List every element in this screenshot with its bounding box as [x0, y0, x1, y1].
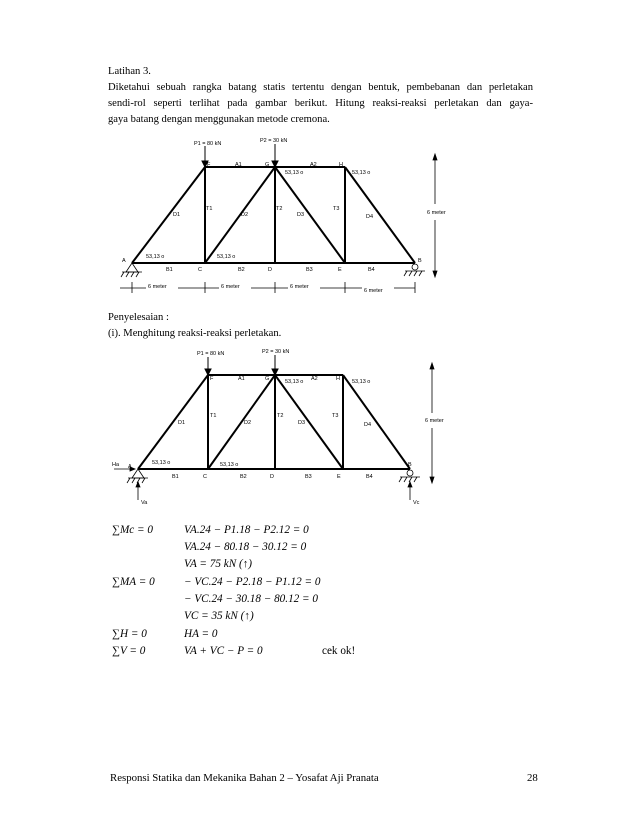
equation-7-lhs: ∑H = 0 [112, 628, 147, 640]
node-e-2: E [337, 474, 341, 480]
node-c: C [198, 267, 202, 273]
equation-1-lhs: ∑Mc = 0 [112, 524, 153, 536]
node-e: E [338, 267, 342, 273]
node-c-2: C [203, 474, 207, 480]
node-f: F [207, 162, 211, 168]
equation-4-rhs: − VC.24 − P2.18 − P1.12 = 0 [184, 576, 321, 588]
member-t1-2: T1 [210, 413, 217, 419]
equation-8-rhs: VA + VC − P = 0 [184, 645, 263, 657]
span-1-label: 6 meter [148, 284, 167, 290]
member-d2: D2 [241, 212, 249, 218]
member-a1: A1 [235, 162, 242, 168]
node-g-2: G [265, 376, 270, 382]
height-label: 6 meter [427, 210, 446, 216]
angle-label-a-2: 53,13 o [152, 460, 171, 466]
node-a-2: A [128, 464, 132, 470]
load-p1-label-2: P1 = 80 kN [197, 351, 225, 357]
member-a1-2: A1 [238, 376, 245, 382]
node-d-2: D [270, 474, 274, 480]
intro-line-1: Diketahui sebuah rangka batang statis tertentu dengan bentuk, pembebanan dan perletakan [108, 82, 533, 93]
member-b2-2: B2 [240, 474, 247, 480]
load-p2-label: P2 = 30 kN [260, 138, 288, 144]
member-t2: T2 [276, 206, 283, 212]
intro-line-2: sendi-rol seperti terlihat pada gambar berikut. Hitung reaksi-reaksi perletakan dan gaya- [108, 98, 533, 109]
member-b3-2: B3 [305, 474, 312, 480]
height-label-2: 6 meter [425, 418, 444, 424]
member-b4: B4 [368, 267, 375, 273]
node-b: B [418, 258, 422, 264]
member-b4-2: B4 [366, 474, 373, 480]
equation-1-rhs: VA.24 − P1.18 − P2.12 = 0 [184, 524, 309, 536]
node-a: A [122, 258, 126, 264]
check-note: cek ok! [322, 645, 356, 657]
truss-diagram-2 [108, 345, 458, 515]
span-3-label: 6 meter [290, 284, 309, 290]
member-d1-2: D1 [178, 420, 186, 426]
member-b3: B3 [306, 267, 313, 273]
equation-5-rhs: − VC.24 − 30.18 − 80.12 = 0 [184, 593, 318, 605]
member-d2-2: D2 [244, 420, 252, 426]
node-h-2: H [336, 376, 340, 382]
angle-label-c-2: 53,13 o [220, 462, 239, 468]
angle-label-g: 53,13 o [285, 170, 304, 176]
angle-label-a: 53,13 o [146, 254, 165, 260]
angle-label-g-2: 53,13 o [285, 379, 304, 385]
exercise-heading: Latihan 3. [108, 66, 151, 77]
angle-label-h-2: 53,13 o [352, 379, 371, 385]
equation-2-rhs: VA.24 − 80.18 − 30.12 = 0 [184, 541, 307, 553]
node-d: D [268, 267, 272, 273]
member-a2: A2 [310, 162, 317, 168]
equation-6-rhs: VC = 35 kN (↑) [184, 610, 254, 622]
equation-3-rhs: VA = 75 kN (↑) [184, 558, 253, 570]
member-b2: B2 [238, 267, 245, 273]
angle-label-h: 53,13 o [352, 170, 371, 176]
truss-diagram-1 [110, 132, 460, 302]
member-t2-2: T2 [277, 413, 284, 419]
equation-4-lhs: ∑MA = 0 [112, 576, 155, 588]
angle-label-c: 53,13 o [217, 254, 236, 260]
footer-text: Responsi Statika dan Mekanika Bahan 2 – Yosafat Aji Pranata [110, 772, 379, 784]
member-b1-2: B1 [172, 474, 179, 480]
node-b-2: B [408, 462, 412, 468]
node-f-2: F [210, 376, 214, 382]
reaction-va: Va [141, 500, 148, 506]
member-t3-2: T3 [332, 413, 339, 419]
equations-block [112, 524, 412, 694]
member-t1: T1 [206, 206, 213, 212]
member-t3: T3 [333, 206, 340, 212]
member-d3: D3 [297, 212, 305, 218]
equation-8-lhs: ∑V = 0 [112, 645, 146, 657]
span-2-label: 6 meter [221, 284, 240, 290]
member-d1: D1 [173, 212, 181, 218]
member-d4: D4 [366, 214, 374, 220]
reaction-ha: Ha [112, 462, 120, 468]
intro-line-3: gaya batang dengan menggunakan metode cremona. [108, 114, 330, 125]
member-d4-2: D4 [364, 422, 372, 428]
member-d3-2: D3 [298, 420, 306, 426]
solution-title: Penyelesaian : [108, 312, 169, 323]
node-h: H [339, 162, 343, 168]
span-4-label: 6 meter [364, 288, 383, 294]
node-g: G [265, 162, 270, 168]
member-b1: B1 [166, 267, 173, 273]
load-p2-label-2: P2 = 30 kN [262, 349, 290, 355]
load-p1-label: P1 = 80 kN [194, 141, 222, 147]
member-a2-2: A2 [311, 376, 318, 382]
equation-7-rhs: HA = 0 [184, 628, 218, 640]
reaction-vc: Vc [413, 500, 420, 506]
page-number: 28 [527, 772, 538, 784]
solution-subtitle: (i). Menghitung reaksi-reaksi perletakan. [108, 328, 282, 339]
